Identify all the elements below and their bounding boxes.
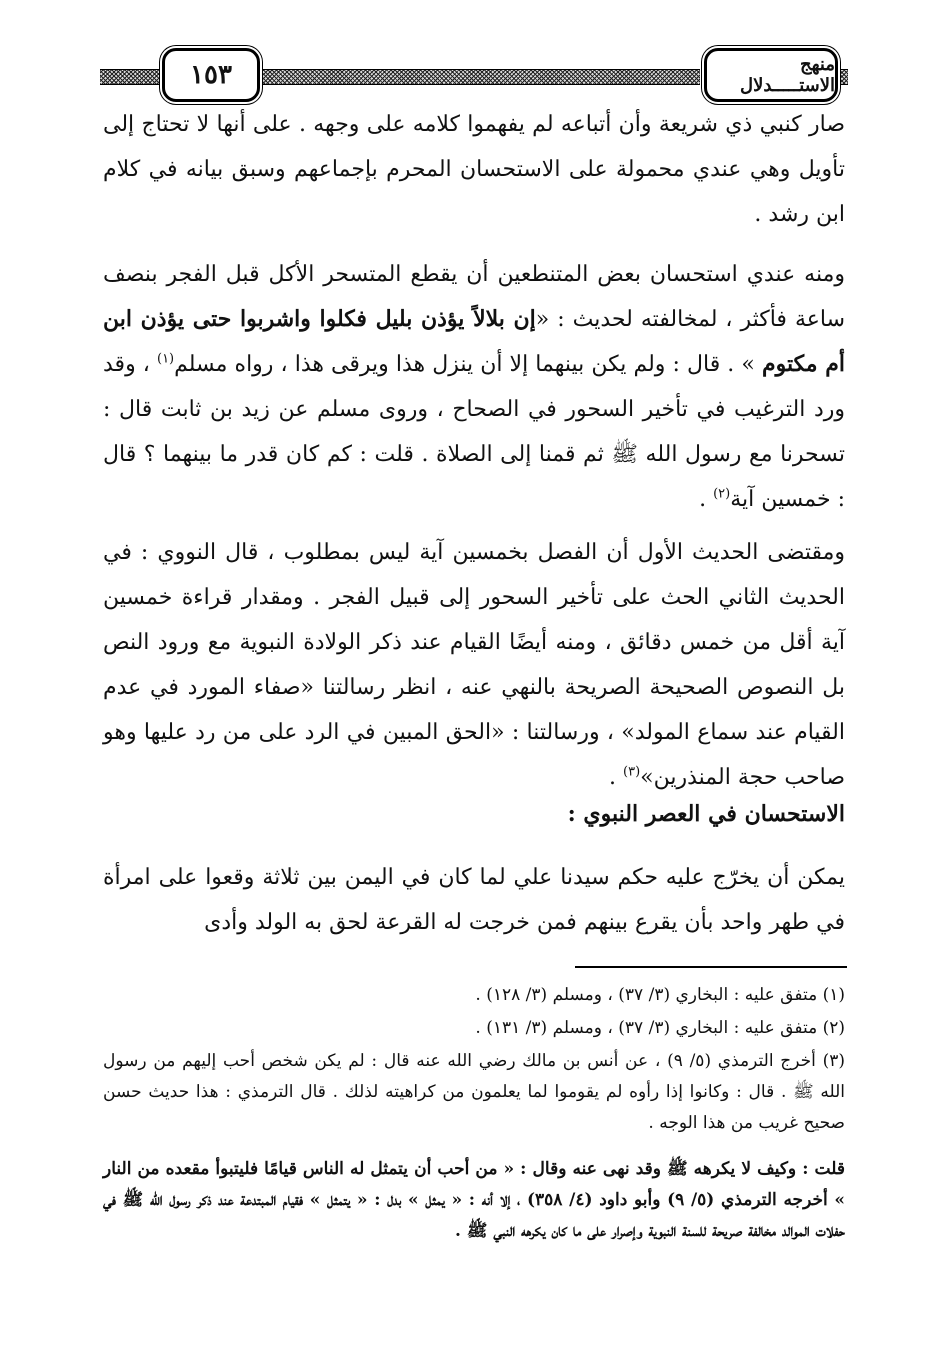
header-ornament-left — [100, 69, 162, 85]
paragraph-2-text-c: ، وقد ورد الترغيب في تأخير السحور في الصحاح ، وروى مسلم عن زيد بن ثابت قال : تسحرنا مع رسول الله ﷺ ثم قمنا إلى الصلاة . قلت : كم كان قدر ما بينهما ؟ قال : خمسين آية — [103, 352, 845, 512]
paragraph-3-text-b: . — [609, 765, 617, 790]
page-number: ١٥٣ — [162, 48, 260, 102]
footnote-ref-2: (٢) — [713, 486, 731, 502]
page-header — [100, 44, 848, 100]
paragraph-2 — [103, 252, 845, 522]
paragraph-3-text-a: ومقتضى الحديث الأول أن الفصل بخمسين آية ليس بمطلوب ، قال النووي : في الحديث الثاني الحث على تأخير السحور إلى قبيل الفجر . ومقدار قراءة خمسين آية أقل من خمس دقائق ، ومنه أيضًا القيام عند ذكر الولادة النبوية مع ورود النص بل النصوص الصحيحة الصريحة بالنهي عنه ، انظر رسالتنا «صفاء المورد في عدم القيام عند سماع المولد» ، ورسالتنا : «الحق المبين في الرد على من رد عليها وهو صاحب حجة المنذرين» — [103, 540, 845, 790]
footnote-3: (٣) أخرج الترمذي (٥/ ٩) ، عن أنس بن مالك رضي الله عنه قال : لم يكن شخص أحب إليهم من رسول الله ﷺ . قال : وكانوا إذا رأوه لم يقوموا لما يعلمون من كراهيته لذلك . قال الترمذي : هذا حديث حسن صحيح غريب من هذا الوجه . — [103, 1051, 845, 1133]
paragraph-2-text-b: » . قال : ولم يكن بينهما إلا أن ينزل هذا ويرقى هذا ، رواه مسلم — [174, 352, 755, 377]
running-title: منهج الاستـــــدلال — [704, 48, 838, 102]
paragraph-2-text-d: . — [699, 487, 707, 512]
header-ornament-middle — [260, 69, 700, 85]
paragraph-3 — [103, 530, 845, 800]
paragraph-4: يمكن أن يخرّج عليه حكم سيدنا علي لما كان في اليمن بين ثلاثة وقعوا على امرأة في طهر واحد بأن يقرع بينهم فمن خرجت له القرعة لحق به الولد وأدى — [103, 865, 845, 935]
footnote-separator — [575, 966, 847, 968]
paragraph-1: صار كنبي ذي شريعة وأن أتباعه لم يفهموا كلامه على وجهه . على أنها لا تحتاج إلى تأويل وهي عندي محمولة على الاستحسان المحرم بإجماعهم وسبق بيانه في كلام ابن رشد . — [103, 112, 845, 227]
footnote-1: (١) متفق عليه : البخاري (٣/ ٣٧) ، ومسلم (٣/ ١٢٨) . — [475, 985, 845, 1005]
footnote-3-comment: قلت : وكيف لا يكرهه ﷺ وقد نهى عنه وقال : « من أحب أن يتمثل له الناس قيامًا فليتبوأ مقعده من النار » أخرجه الترمذي (٥/ ٩) وأبو داود (٤/ ٣٥٨) ، إلا أنه : « يمثل » بدل : « يتمثل » فقيام المبتدعة عند ذكر رسول الله ﷺ في حفلات الموالد مخالفة صريحة للسنة النبوية وإصرار على ما كان يكرهه النبي ﷺ . — [103, 1159, 845, 1241]
hadith-quote-bold: إن بلالاً يؤذن بليل فكلوا واشربوا حتى يؤذن ابن أم مكتوم — [103, 306, 845, 377]
footnote-ref-1: (١) — [156, 351, 175, 367]
footnote-2: (٢) متفق عليه : البخاري (٣/ ٣٧) ، ومسلم (٣/ ١٣١) . — [475, 1018, 845, 1038]
paragraph-2-text-a: ومنه عندي استحسان بعض المتنطعين أن يقطع المتسحر الأكل قبل الفجر بنصف ساعة فأكثر ، لمخالفته لحديث : « — [103, 262, 846, 332]
section-heading: الاستحسان في العصر النبوي : — [567, 801, 845, 827]
footnote-ref-3: (٣) — [623, 764, 641, 780]
